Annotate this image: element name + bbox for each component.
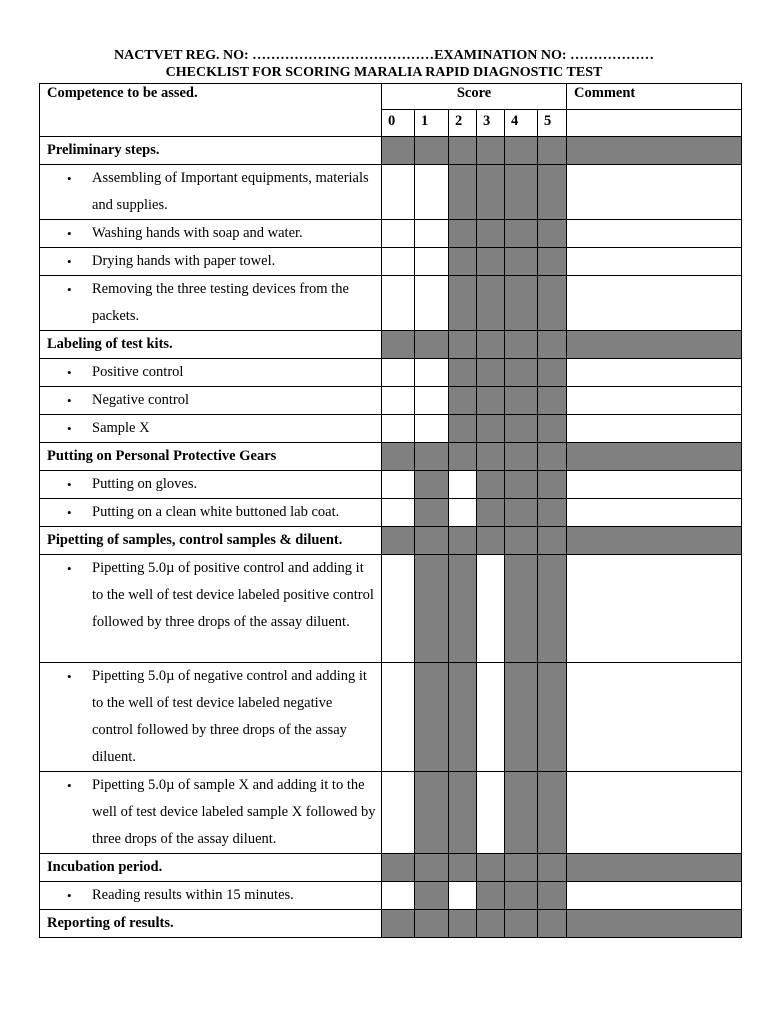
score-5-cell (538, 663, 567, 772)
score-4-cell (505, 772, 538, 854)
comment-cell[interactable] (567, 663, 742, 772)
scoring-checklist-table (39, 83, 742, 938)
score-2-cell (449, 165, 477, 220)
score-1-cell[interactable] (415, 276, 449, 331)
item-cell (40, 359, 382, 387)
score-0-cell[interactable] (382, 276, 415, 331)
score-2-cell[interactable] (449, 882, 477, 910)
score-4-cell (505, 471, 538, 499)
score-2-cell[interactable] (449, 499, 477, 527)
score-4-cell (505, 359, 538, 387)
item-label: Putting on a clean white buttoned lab coat. (92, 504, 340, 520)
comment-cell[interactable] (567, 415, 742, 443)
item-cell (40, 663, 382, 772)
comment-cell[interactable] (567, 248, 742, 276)
score-5-cell (538, 910, 567, 938)
score-1-cell (415, 499, 449, 527)
score-5-cell (538, 248, 567, 276)
bullet-icon: • (67, 365, 72, 380)
score-2-cell (449, 276, 477, 331)
score-0-cell (382, 910, 415, 938)
bullet-icon: • (67, 561, 72, 576)
item-label: Assembling of Important equipments, materials and supplies. (92, 170, 369, 213)
score-0-cell (382, 527, 415, 555)
section-row (40, 443, 742, 471)
score-2-cell (449, 387, 477, 415)
checklist-item-row (40, 499, 742, 527)
score-2-cell[interactable] (449, 471, 477, 499)
item-cell (40, 165, 382, 220)
bullet-icon: • (67, 669, 72, 684)
comment-cell (567, 854, 742, 882)
score-5-cell (538, 772, 567, 854)
comment-cell (567, 910, 742, 938)
score-4-cell (505, 555, 538, 663)
score-0-cell[interactable] (382, 415, 415, 443)
score-0-cell[interactable] (382, 663, 415, 772)
score-1-cell[interactable] (415, 220, 449, 248)
item-cell (40, 387, 382, 415)
score-1-cell (415, 555, 449, 663)
bullet-icon: • (67, 226, 72, 241)
item-cell (40, 248, 382, 276)
checklist-item-row (40, 415, 742, 443)
item-label: Positive control (92, 364, 184, 380)
score-0-cell (382, 443, 415, 471)
score-4-cell (505, 331, 538, 359)
section-label: Putting on Personal Protective Gears (40, 443, 382, 471)
comment-cell[interactable] (567, 882, 742, 910)
score-2-cell (449, 772, 477, 854)
score-0-cell[interactable] (382, 220, 415, 248)
score-header: Score (382, 84, 567, 110)
score-3-cell (477, 854, 505, 882)
item-cell (40, 471, 382, 499)
bullet-icon: • (67, 282, 72, 297)
score-2-cell (449, 248, 477, 276)
item-cell (40, 220, 382, 248)
section-label: Preliminary steps. (40, 137, 382, 165)
bullet-icon: • (67, 888, 72, 903)
score-1-cell[interactable] (415, 359, 449, 387)
score-1-cell (415, 663, 449, 772)
score-5-cell (538, 331, 567, 359)
score-5-cell (538, 882, 567, 910)
score-0-cell[interactable] (382, 499, 415, 527)
comment-cell[interactable] (567, 276, 742, 331)
score-5-cell (538, 387, 567, 415)
checklist-item-row (40, 471, 742, 499)
score-5-cell (538, 471, 567, 499)
comment-cell (567, 331, 742, 359)
score-4-cell (505, 882, 538, 910)
score-1-cell (415, 854, 449, 882)
score-4-cell (505, 854, 538, 882)
score-4-cell (505, 165, 538, 220)
comment-cell (567, 443, 742, 471)
score-2-cell (449, 555, 477, 663)
comment-cell[interactable] (567, 555, 742, 663)
score-0-cell[interactable] (382, 471, 415, 499)
score-3-cell (477, 910, 505, 938)
score-0-cell[interactable] (382, 165, 415, 220)
score-4-cell (505, 443, 538, 471)
score-5-cell (538, 415, 567, 443)
item-label: Pipetting 5.0µ of sample X and adding it to the well of test device labeled sample X followed by three drops of the assay diluent. (92, 777, 376, 847)
score-5-cell (538, 555, 567, 663)
section-row (40, 527, 742, 555)
item-label: Removing the three testing devices from the packets. (92, 281, 349, 324)
score-3-cell[interactable] (477, 555, 505, 663)
checklist-item-row (40, 165, 742, 220)
item-cell (40, 882, 382, 910)
checklist-title: CHECKLIST FOR SCORING MARALIA RAPID DIAGNOSTIC TEST (165, 65, 603, 80)
section-row (40, 854, 742, 882)
item-cell (40, 276, 382, 331)
section-row (40, 910, 742, 938)
score-3-cell (477, 248, 505, 276)
comment-cell[interactable] (567, 471, 742, 499)
comment-cell (567, 527, 742, 555)
score-0-cell (382, 137, 415, 165)
checklist-item-row (40, 882, 742, 910)
item-label: Pipetting 5.0µ of positive control and adding it to the well of test device labeled positive control followed by three drops of the assay diluent. (92, 560, 374, 630)
bullet-icon: • (67, 171, 72, 186)
score-3-cell (477, 331, 505, 359)
checklist-item-row (40, 772, 742, 854)
score-0-cell[interactable] (382, 555, 415, 663)
item-cell (40, 415, 382, 443)
checklist-item-row (40, 220, 742, 248)
score-3-cell[interactable] (477, 663, 505, 772)
score-3-cell (477, 443, 505, 471)
score-0-cell[interactable] (382, 387, 415, 415)
score-1-cell (415, 527, 449, 555)
bullet-icon: • (67, 393, 72, 408)
score-5-cell (538, 443, 567, 471)
competence-header: Competence to be assed. (40, 84, 382, 137)
score-4-cell (505, 137, 538, 165)
bullet-icon: • (67, 421, 72, 436)
score-2-cell (449, 663, 477, 772)
item-label: Putting on gloves. (92, 476, 198, 492)
score-3-cell (477, 359, 505, 387)
score-5-cell (538, 359, 567, 387)
score-1-cell[interactable] (415, 165, 449, 220)
comment-header-blank (567, 110, 742, 137)
score-4-header: 4 (505, 110, 538, 137)
checklist-item-row (40, 248, 742, 276)
score-3-cell (477, 882, 505, 910)
score-4-cell (505, 248, 538, 276)
score-4-cell (505, 499, 538, 527)
score-4-cell (505, 910, 538, 938)
score-5-cell (538, 854, 567, 882)
score-3-cell (477, 220, 505, 248)
item-label: Negative control (92, 392, 190, 408)
comment-cell (567, 137, 742, 165)
score-5-cell (538, 527, 567, 555)
score-3-cell (477, 471, 505, 499)
score-5-cell (538, 220, 567, 248)
checklist-item-row (40, 555, 742, 663)
score-0-header: 0 (382, 110, 415, 137)
score-4-cell (505, 415, 538, 443)
score-2-cell (449, 854, 477, 882)
score-4-cell (505, 663, 538, 772)
checklist-item-row (40, 276, 742, 331)
score-1-header: 1 (415, 110, 449, 137)
comment-header: Comment (567, 84, 742, 110)
score-4-cell (505, 276, 538, 331)
section-label: Reporting of results. (40, 910, 382, 938)
score-5-cell (538, 137, 567, 165)
score-3-cell (477, 165, 505, 220)
score-0-cell (382, 331, 415, 359)
score-0-cell[interactable] (382, 772, 415, 854)
item-label: Pipetting 5.0µ of negative control and adding it to the well of test device labeled negative control followed by three drops of the assay diluent. (92, 668, 367, 765)
score-4-cell (505, 220, 538, 248)
bullet-icon: • (67, 505, 72, 520)
section-label: Pipetting of samples, control samples & diluent. (40, 527, 382, 555)
comment-cell[interactable] (567, 387, 742, 415)
score-5-header: 5 (538, 110, 567, 137)
score-3-cell (477, 499, 505, 527)
item-cell (40, 499, 382, 527)
comment-cell[interactable] (567, 165, 742, 220)
section-label: Labeling of test kits. (40, 331, 382, 359)
score-1-cell (415, 331, 449, 359)
checklist-item-row (40, 663, 742, 772)
score-1-cell[interactable] (415, 415, 449, 443)
score-1-cell (415, 882, 449, 910)
score-3-cell (477, 137, 505, 165)
score-0-cell[interactable] (382, 248, 415, 276)
score-5-cell (538, 276, 567, 331)
section-row (40, 137, 742, 165)
score-3-cell (477, 387, 505, 415)
score-1-cell[interactable] (415, 387, 449, 415)
score-2-cell (449, 910, 477, 938)
score-4-cell (505, 527, 538, 555)
score-3-cell (477, 276, 505, 331)
score-0-cell[interactable] (382, 882, 415, 910)
score-5-cell (538, 499, 567, 527)
score-1-cell (415, 471, 449, 499)
score-3-cell (477, 527, 505, 555)
score-2-cell (449, 331, 477, 359)
item-label: Reading results within 15 minutes. (92, 887, 294, 903)
item-cell (40, 555, 382, 663)
score-2-cell (449, 359, 477, 387)
checklist-item-row (40, 359, 742, 387)
score-2-header: 2 (449, 110, 477, 137)
item-label: Sample X (92, 420, 150, 436)
score-0-cell (382, 854, 415, 882)
bullet-icon: • (67, 778, 72, 793)
checklist-item-row (40, 387, 742, 415)
section-row (40, 331, 742, 359)
score-3-cell[interactable] (477, 772, 505, 854)
score-2-cell (449, 527, 477, 555)
score-0-cell[interactable] (382, 359, 415, 387)
score-1-cell (415, 910, 449, 938)
item-label: Washing hands with soap and water. (92, 225, 303, 241)
score-4-cell (505, 387, 538, 415)
score-2-cell (449, 137, 477, 165)
score-3-cell (477, 415, 505, 443)
item-label: Drying hands with paper towel. (92, 253, 276, 269)
score-1-cell (415, 443, 449, 471)
score-2-cell (449, 415, 477, 443)
score-3-header: 3 (477, 110, 505, 137)
comment-cell[interactable] (567, 359, 742, 387)
bullet-icon: • (67, 254, 72, 269)
comment-cell[interactable] (567, 220, 742, 248)
registration-line: NACTVET REG. NO: …………………………………EXAMINATION NO: ……………… (113, 48, 655, 63)
bullet-icon: • (67, 477, 72, 492)
score-5-cell (538, 165, 567, 220)
score-2-cell (449, 443, 477, 471)
score-1-cell[interactable] (415, 248, 449, 276)
section-label: Incubation period. (40, 854, 382, 882)
score-2-cell (449, 220, 477, 248)
item-cell (40, 772, 382, 854)
score-1-cell (415, 137, 449, 165)
comment-cell[interactable] (567, 499, 742, 527)
comment-cell[interactable] (567, 772, 742, 854)
score-1-cell (415, 772, 449, 854)
